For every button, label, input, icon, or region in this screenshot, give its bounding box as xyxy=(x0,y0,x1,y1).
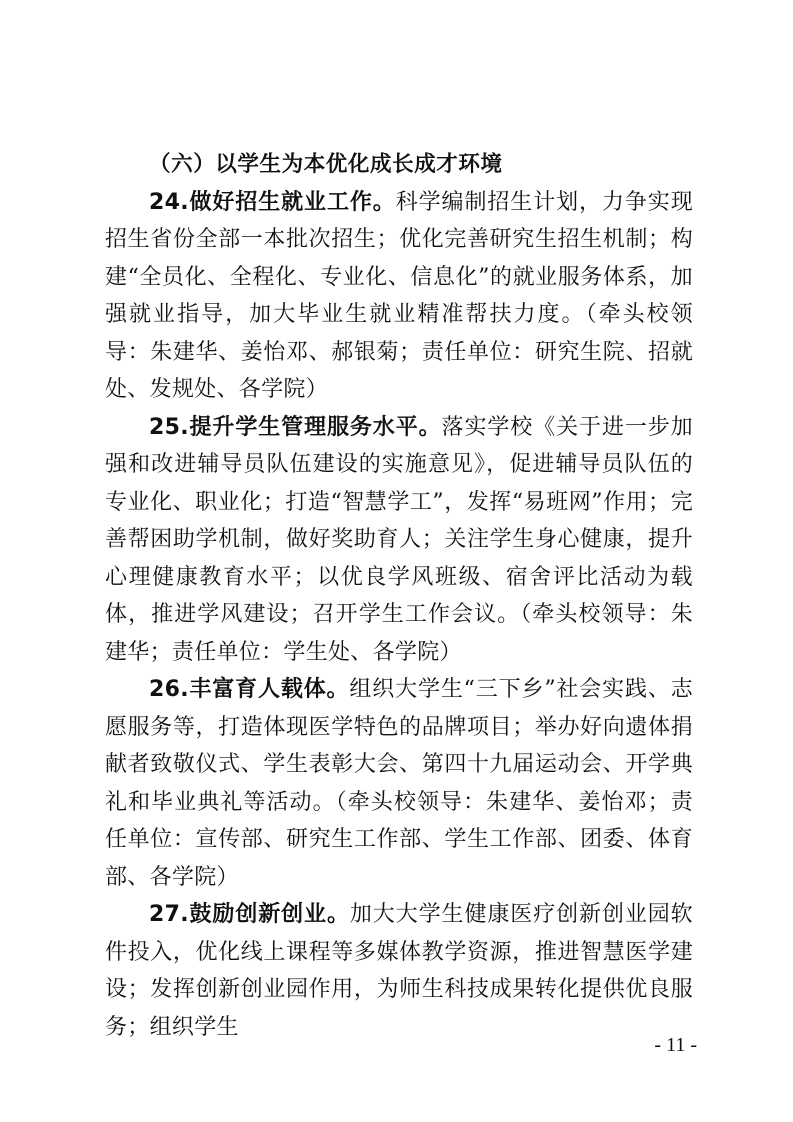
paragraph-27 xyxy=(105,896,693,1046)
section-heading: （六）以学生为本优化成长成才环境 xyxy=(149,152,503,177)
paragraph-text: 科学编制招生计划，力争实现招生省份全部一本批次招生；优化完善研究生招生机制；构建“全员化、全程化、专业化、信息化”的就业服务体系，加强就业指导，加大毕业生就业精准帮扶力度。（牵头校领导：朱建华、姜怡邓、郝银菊；责任单位：研究生院、招就处、发规处、各学院） xyxy=(105,189,693,402)
paragraph-title: 27.鼓励创新创业。 xyxy=(149,902,350,927)
paragraph-title: 24.做好招生就业工作。 xyxy=(149,189,396,215)
paragraph-24 xyxy=(105,184,693,409)
paragraph-text: 加大大学生健康医疗创新创业园软件投入，优化线上课程等多媒体教学资源，推进智慧医学建设；发挥创新创业园作用，为师生科技成果转化提供优良服务；组织学生 xyxy=(105,902,693,1040)
page-number: - 11 - xyxy=(654,1034,697,1056)
paragraph-text: 落实学校《关于进一步加强和改进辅导员队伍建设的实施意见》，促进辅导员队伍的专业化、职业化；打造“智慧学工”，发挥“易班网”作用；完善帮困助学机制，做好奖助育人；关注学生身心健康，提升心理健康教育水平；以优良学风班级、宿舍评比活动为载体，推进学风建设；召开学生工作会议。（牵头校领导：朱建华；责任单位：学生处、各学院） xyxy=(105,414,693,665)
paragraph-title: 26.丰富育人载体。 xyxy=(149,677,350,702)
paragraph-26 xyxy=(105,671,693,896)
paragraph-25 xyxy=(105,409,693,672)
document-body xyxy=(105,146,693,1046)
paragraph-text: 组织大学生“三下乡”社会实践、志愿服务等，打造体现医学特色的品牌项目；举办好向遗体捐献者致敬仪式、学生表彰大会、第四十九届运动会、开学典礼和毕业典礼等活动。（牵头校领导：朱建华、姜怡邓；责任单位：宣传部、研究生工作部、学生工作部、团委、体育部、各学院） xyxy=(105,677,693,890)
paragraph-title: 25.提升学生管理服务水平。 xyxy=(149,414,442,440)
